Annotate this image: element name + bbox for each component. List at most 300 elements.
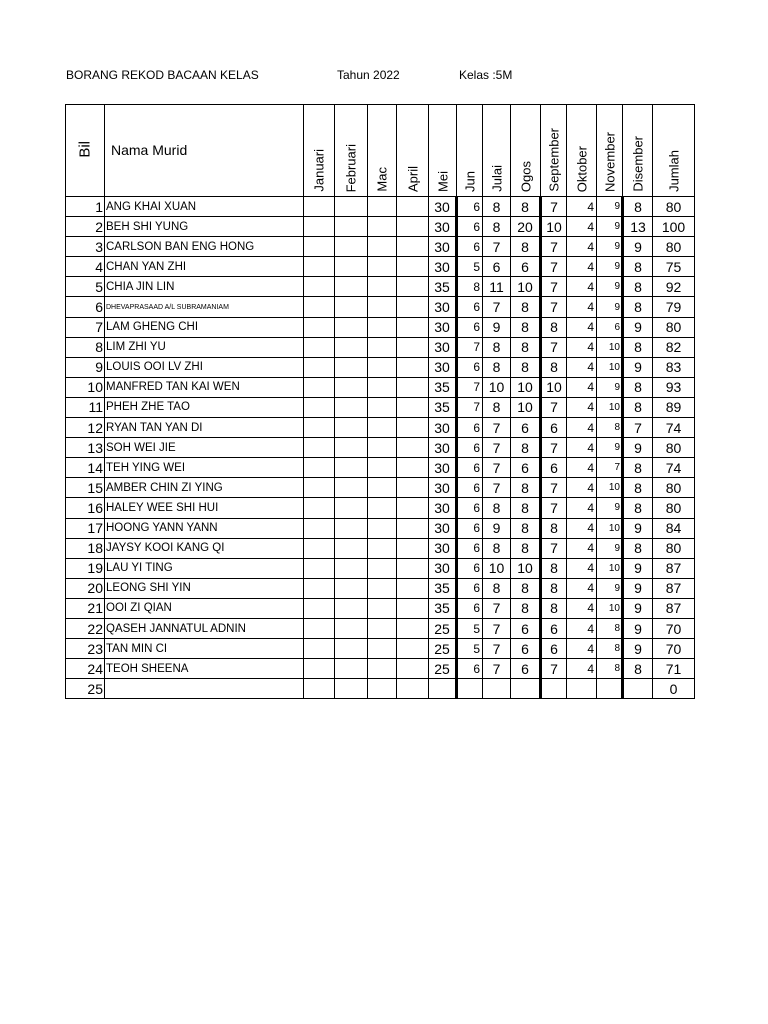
cell-name [105,679,304,699]
cell-oktober: 4 [567,558,597,578]
cell-jun: 6 [457,357,483,377]
cell-bil: 5 [66,277,105,297]
cell-september: 10 [541,377,567,397]
cell-april [397,297,429,317]
cell-mac [368,237,397,257]
cell-julai: 8 [483,397,511,417]
cell-februari [335,397,368,417]
cell-bil: 9 [66,357,105,377]
cell-bil: 22 [66,618,105,638]
cell-julai: 7 [483,598,511,618]
cell-mei: 30 [429,257,457,277]
cell-februari [335,578,368,598]
cell-februari [335,598,368,618]
cell-bil: 20 [66,578,105,598]
cell-januari [304,538,335,558]
cell-julai: 8 [483,538,511,558]
cell-mac [368,397,397,417]
cell-november: 10 [597,558,623,578]
cell-ogos: 8 [511,478,541,498]
cell-februari [335,418,368,438]
cell-april [397,257,429,277]
cell-oktober: 4 [567,498,597,518]
cell-september: 8 [541,357,567,377]
cell-julai: 8 [483,337,511,357]
cell-name: RYAN TAN YAN DI [105,418,304,438]
cell-julai: 7 [483,438,511,458]
cell-mac [368,498,397,518]
cell-januari [304,397,335,417]
cell-oktober: 4 [567,257,597,277]
cell-februari [335,679,368,699]
table-row [66,598,695,618]
cell-bil: 6 [66,297,105,317]
cell-ogos: 10 [511,397,541,417]
col-header-februari: Februari [335,105,368,197]
cell-jumlah: 80 [653,197,695,217]
cell-disember: 9 [623,518,653,538]
cell-disember: 7 [623,418,653,438]
cell-jumlah: 70 [653,618,695,638]
cell-januari [304,418,335,438]
cell-disember: 9 [623,618,653,638]
cell-februari [335,317,368,337]
table-row [66,438,695,458]
col-header-name: Nama Murid [105,105,304,197]
cell-oktober: 4 [567,478,597,498]
cell-jumlah: 100 [653,217,695,237]
cell-bil: 3 [66,237,105,257]
cell-jumlah: 80 [653,538,695,558]
cell-mei: 35 [429,377,457,397]
cell-disember: 8 [623,377,653,397]
cell-jumlah: 82 [653,337,695,357]
cell-februari [335,558,368,578]
cell-ogos: 8 [511,538,541,558]
table-row [66,337,695,357]
cell-april [397,357,429,377]
cell-name: TAN MIN CI [105,639,304,659]
cell-bil: 19 [66,558,105,578]
cell-jun: 6 [457,297,483,317]
cell-ogos: 8 [511,598,541,618]
cell-bil: 21 [66,598,105,618]
cell-julai: 8 [483,217,511,237]
cell-bil: 16 [66,498,105,518]
cell-disember: 8 [623,458,653,478]
cell-mei: 30 [429,558,457,578]
cell-ogos: 10 [511,377,541,397]
cell-januari [304,518,335,538]
col-header-januari: Januari [304,105,335,197]
cell-februari [335,237,368,257]
cell-mei: 30 [429,357,457,377]
cell-name: CHAN YAN ZHI [105,257,304,277]
cell-bil: 10 [66,377,105,397]
table-row [66,478,695,498]
cell-jumlah: 75 [653,257,695,277]
cell-april [397,277,429,297]
cell-april [397,598,429,618]
cell-jumlah: 79 [653,297,695,317]
cell-disember: 8 [623,397,653,417]
cell-mac [368,679,397,699]
cell-jumlah: 93 [653,377,695,397]
cell-jumlah: 74 [653,418,695,438]
cell-mac [368,277,397,297]
cell-november: 9 [597,257,623,277]
cell-bil: 25 [66,679,105,699]
cell-februari [335,377,368,397]
cell-november [597,679,623,699]
cell-oktober: 4 [567,639,597,659]
cell-september: 8 [541,598,567,618]
table-row [66,639,695,659]
table-row [66,458,695,478]
cell-november: 9 [597,538,623,558]
cell-julai: 7 [483,458,511,478]
cell-oktober: 4 [567,659,597,679]
cell-name: CARLSON BAN ENG HONG [105,237,304,257]
cell-julai: 8 [483,578,511,598]
cell-november: 8 [597,659,623,679]
cell-bil: 8 [66,337,105,357]
table-row [66,277,695,297]
cell-november: 9 [597,217,623,237]
cell-februari [335,639,368,659]
cell-name: BEH SHI YUNG [105,217,304,237]
table-row [66,418,695,438]
cell-mac [368,438,397,458]
cell-ogos: 6 [511,639,541,659]
cell-name: TEOH SHEENA [105,659,304,679]
cell-april [397,418,429,438]
cell-julai: 9 [483,518,511,538]
cell-april [397,679,429,699]
cell-april [397,237,429,257]
cell-oktober: 4 [567,397,597,417]
col-header-mei: Mei [429,105,457,197]
table-row [66,659,695,679]
cell-jumlah: 84 [653,518,695,538]
cell-jumlah: 87 [653,578,695,598]
col-header-disember: Disember [623,105,653,197]
cell-mac [368,357,397,377]
cell-ogos: 6 [511,257,541,277]
cell-julai: 10 [483,377,511,397]
cell-bil: 13 [66,438,105,458]
cell-mei: 25 [429,639,457,659]
cell-mei: 25 [429,618,457,638]
cell-oktober: 4 [567,578,597,598]
cell-mei: 30 [429,297,457,317]
cell-disember [623,679,653,699]
cell-februari [335,257,368,277]
table-row [66,538,695,558]
form-title: BORANG REKOD BACAAN KELAS [66,68,259,82]
cell-julai: 7 [483,659,511,679]
cell-september: 7 [541,277,567,297]
cell-mac [368,538,397,558]
cell-februari [335,618,368,638]
cell-oktober: 4 [567,337,597,357]
cell-april [397,438,429,458]
cell-jun: 6 [457,578,483,598]
cell-disember: 9 [623,438,653,458]
cell-oktober: 4 [567,297,597,317]
cell-september: 8 [541,558,567,578]
cell-bil: 14 [66,458,105,478]
cell-mac [368,317,397,337]
cell-april [397,498,429,518]
cell-ogos: 8 [511,578,541,598]
cell-name: LEONG SHI YIN [105,578,304,598]
cell-julai [483,679,511,699]
cell-april [397,538,429,558]
cell-oktober: 4 [567,458,597,478]
cell-mei: 30 [429,438,457,458]
cell-mac [368,418,397,438]
cell-mac [368,197,397,217]
cell-jun: 6 [457,538,483,558]
cell-september: 7 [541,197,567,217]
col-header-jun: Jun [457,105,483,197]
cell-disember: 8 [623,297,653,317]
cell-september: 8 [541,578,567,598]
cell-ogos: 8 [511,498,541,518]
cell-jumlah: 71 [653,659,695,679]
cell-jun: 7 [457,337,483,357]
cell-september: 7 [541,498,567,518]
cell-name: JAYSY KOOI KANG QI [105,538,304,558]
cell-ogos: 8 [511,317,541,337]
cell-name: PHEH ZHE TAO [105,397,304,417]
cell-mei: 35 [429,578,457,598]
cell-bil: 15 [66,478,105,498]
cell-name: TEH YING WEI [105,458,304,478]
table-row [66,257,695,277]
cell-ogos: 8 [511,337,541,357]
cell-disember: 9 [623,317,653,337]
cell-mei [429,679,457,699]
table-row [66,397,695,417]
col-header-mac: Mac [368,105,397,197]
reading-record-table [65,104,695,699]
cell-name: HOONG YANN YANN [105,518,304,538]
cell-oktober: 4 [567,237,597,257]
cell-oktober: 4 [567,438,597,458]
cell-jumlah: 70 [653,639,695,659]
cell-januari [304,197,335,217]
cell-ogos: 6 [511,458,541,478]
cell-februari [335,659,368,679]
cell-jumlah: 89 [653,397,695,417]
cell-name: CHIA JIN LIN [105,277,304,297]
cell-julai: 7 [483,618,511,638]
cell-name: LIM ZHI YU [105,337,304,357]
cell-april [397,578,429,598]
year-label: Tahun 2022 [337,68,400,82]
cell-februari [335,217,368,237]
cell-disember: 8 [623,197,653,217]
cell-disember: 9 [623,357,653,377]
cell-september: 8 [541,518,567,538]
cell-mei: 30 [429,538,457,558]
cell-jun: 6 [457,418,483,438]
cell-mac [368,558,397,578]
cell-jumlah: 74 [653,458,695,478]
cell-januari [304,639,335,659]
cell-november: 9 [597,377,623,397]
cell-februari [335,478,368,498]
cell-jun: 6 [457,438,483,458]
cell-mac [368,578,397,598]
cell-mac [368,217,397,237]
cell-bil: 1 [66,197,105,217]
table-row [66,679,695,699]
cell-januari [304,377,335,397]
cell-disember: 9 [623,598,653,618]
cell-november: 6 [597,317,623,337]
cell-februari [335,197,368,217]
cell-september: 8 [541,317,567,337]
cell-mei: 30 [429,418,457,438]
class-label: Kelas :5M [459,68,513,82]
cell-bil: 2 [66,217,105,237]
cell-oktober: 4 [567,538,597,558]
cell-bil: 17 [66,518,105,538]
cell-april [397,659,429,679]
cell-bil: 24 [66,659,105,679]
col-header-oktober: Oktober [567,105,597,197]
cell-ogos: 20 [511,217,541,237]
cell-april [397,337,429,357]
cell-april [397,217,429,237]
cell-disember: 9 [623,237,653,257]
cell-november: 8 [597,618,623,638]
cell-oktober: 4 [567,217,597,237]
cell-januari [304,277,335,297]
table-row [66,297,695,317]
cell-disember: 8 [623,337,653,357]
cell-mac [368,618,397,638]
cell-mei: 30 [429,217,457,237]
cell-jumlah: 87 [653,598,695,618]
cell-februari [335,538,368,558]
cell-november: 9 [597,197,623,217]
cell-ogos: 8 [511,297,541,317]
cell-oktober: 4 [567,357,597,377]
cell-april [397,618,429,638]
cell-disember: 9 [623,578,653,598]
cell-april [397,639,429,659]
cell-januari [304,217,335,237]
col-header-bil [66,105,105,197]
cell-disember: 8 [623,277,653,297]
cell-september: 10 [541,217,567,237]
table-row [66,317,695,337]
cell-ogos: 8 [511,237,541,257]
table-row [66,558,695,578]
table-row [66,498,695,518]
cell-mac [368,297,397,317]
cell-name: LAM GHENG CHI [105,317,304,337]
cell-november: 10 [597,518,623,538]
cell-mei: 25 [429,659,457,679]
cell-name: LAU YI TING [105,558,304,578]
cell-mei: 35 [429,277,457,297]
cell-julai: 7 [483,297,511,317]
cell-januari [304,237,335,257]
cell-februari [335,277,368,297]
cell-oktober: 4 [567,598,597,618]
cell-januari [304,317,335,337]
cell-januari [304,257,335,277]
cell-jun: 5 [457,618,483,638]
cell-jun: 6 [457,498,483,518]
table-row [66,618,695,638]
cell-name: HALEY WEE SHI HUI [105,498,304,518]
table-row [66,237,695,257]
cell-september: 7 [541,659,567,679]
cell-name: DHEVAPRASAAD A/L SUBRAMANIAM [105,297,304,317]
cell-januari [304,679,335,699]
col-header-jumlah: Jumlah [653,105,695,197]
cell-jumlah: 83 [653,357,695,377]
cell-ogos: 6 [511,418,541,438]
cell-bil: 4 [66,257,105,277]
cell-februari [335,337,368,357]
cell-oktober: 4 [567,618,597,638]
cell-november: 8 [597,418,623,438]
cell-januari [304,598,335,618]
table-body [66,197,695,699]
cell-name: MANFRED TAN KAI WEN [105,377,304,397]
cell-bil: 11 [66,397,105,417]
cell-jumlah: 80 [653,498,695,518]
cell-oktober: 4 [567,317,597,337]
cell-februari [335,438,368,458]
cell-februari [335,498,368,518]
cell-jun: 6 [457,558,483,578]
cell-januari [304,478,335,498]
cell-september: 6 [541,458,567,478]
cell-jun: 5 [457,257,483,277]
cell-april [397,317,429,337]
cell-mei: 30 [429,237,457,257]
cell-bil: 12 [66,418,105,438]
cell-julai: 9 [483,317,511,337]
cell-september: 7 [541,538,567,558]
cell-mac [368,377,397,397]
col-header-november: November [597,105,623,197]
cell-april [397,397,429,417]
cell-jumlah: 80 [653,438,695,458]
cell-mei: 30 [429,337,457,357]
cell-november: 10 [597,337,623,357]
cell-jun: 6 [457,237,483,257]
cell-mei: 30 [429,317,457,337]
cell-julai: 7 [483,478,511,498]
cell-jun: 6 [457,197,483,217]
cell-jun: 6 [457,317,483,337]
cell-april [397,377,429,397]
cell-name: QASEH JANNATUL ADNIN [105,618,304,638]
cell-jumlah: 0 [653,679,695,699]
cell-julai: 11 [483,277,511,297]
cell-oktober [567,679,597,699]
cell-januari [304,558,335,578]
